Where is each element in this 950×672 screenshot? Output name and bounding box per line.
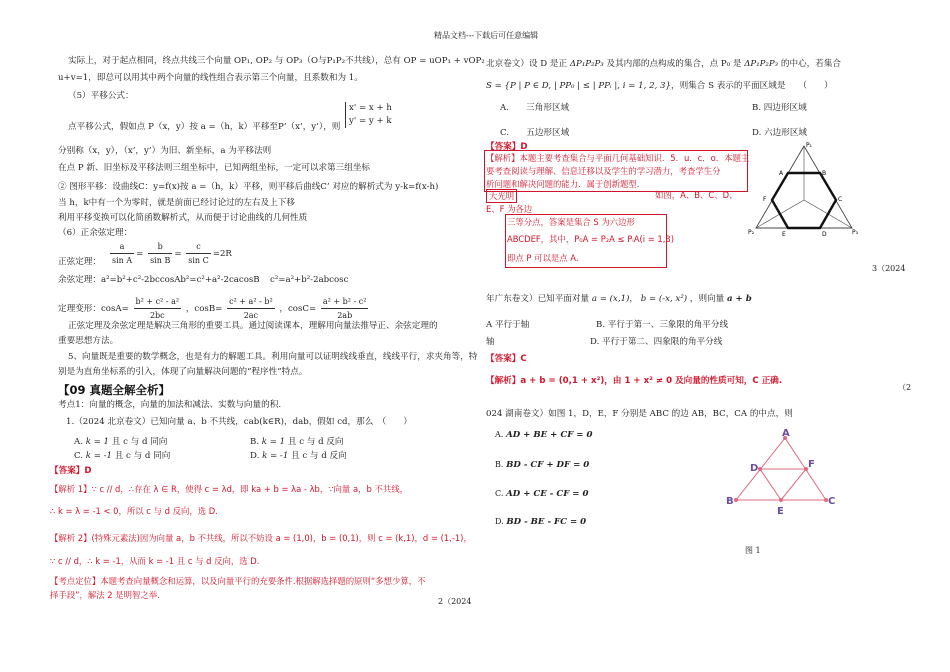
- q4-option-d: D. BD - BE - FC = 0: [495, 517, 587, 527]
- q1-solution-2b: ∵ c // d，∴ k = -1，从而 k = -1 且 c 与 d 反向，选 D.: [50, 556, 260, 566]
- q2-solution: 【解析】本题主要考查集合与平面几何基础知识．5．u．c．o．本题主: [486, 153, 750, 163]
- label-E: E: [777, 506, 784, 517]
- label-D: D: [750, 463, 759, 474]
- q4-option-b: B. BD - CF + DF = 0: [495, 460, 590, 470]
- translation-eq-x: x' = x + h: [349, 103, 392, 113]
- q1-answer: 【答案】D: [50, 466, 92, 476]
- q2-option-c: C. 五边形区域: [500, 128, 570, 138]
- q2-solution-e: 如图，A、B、C、D、: [655, 190, 738, 200]
- para-collinear: 实际上，对于起点相同，终点共线三个向量 OP₁, OP₂ 与 OP₃（O与P₁P₂不共线），总有 OP = uOP₁ + vOP₂: [68, 56, 485, 66]
- translation-system: [345, 102, 392, 128]
- sine-law-formula: $\frac{a}{\text{sin A}}$ = $\frac{b}{\text{sin B}}$ = $\frac{c}{\text{sin C}}$ =2R: [112, 242, 232, 265]
- question-2: 北京卷文）设 D 是正 ΔP₁P₂P₃ 及其内部的点构成的集合，点 P₀ 是 ΔP₁P₂P₃ 的中心，若集合: [486, 59, 842, 69]
- q1-solution-2: 【解析 2】(特殊元素法)因为向量 a，b 不共线，所以不妨设 a = (1,0)，b = (0,1)，则 c = (k,1)，d = (1,-1)，: [50, 533, 472, 543]
- q2-solution-c: 析问题和解决问题的能力．属于创新题型．: [486, 179, 646, 189]
- translation-eq-y: y' = y + k: [349, 116, 392, 126]
- label-a: A: [779, 170, 784, 177]
- question-4: 024 湖南卷文）如图 1，D，E，F 分别是 ABC 的边 AB，BC，CA 的中点，则: [486, 409, 793, 419]
- q3-answer: 【答案】C: [486, 354, 527, 364]
- q1-key-point-2: 择手段”，解法 2 是明智之举.: [50, 590, 160, 600]
- para-three-coords: 在点 P 新、旧坐标及平移法则三组坐标中，已知两组坐标，一定可以求第三组坐标: [58, 163, 371, 173]
- figure-caption: 图 1: [745, 546, 761, 555]
- para-collinear-2: u+v=1，即总可以用其中两个向量的线性组合表示第三个向量，且系数和为 1。: [58, 73, 363, 83]
- q2-solution-b: 要考查阅读与理解、信息迁移以及学生的学习潜力，考查学生分: [486, 166, 721, 176]
- q2-solution-d: 大光明: [486, 189, 517, 203]
- question-2-set: S = {P | P ∈ D, | PP₀ | ≤ | PPᵢ |, i = 1, 2, 3}，则集合 S 表示的平面区域是 （ ）: [486, 81, 833, 91]
- label-d: D: [822, 231, 827, 238]
- label-C: C: [828, 496, 836, 507]
- q1-solution-1b: ∴ k = λ = -1 < 0，所以 c 与 d 反向，选 D.: [50, 506, 218, 516]
- sine-law-label: 正弦定理：: [58, 257, 101, 267]
- para-graph-translation: ② 图形平移：设曲线C：y=f(x)按 a =（h，k）平移，则平移后曲线C’ 对应的解析式为 y-k=f(x-h): [58, 182, 439, 192]
- q1-option-b: B. k = 1 且 c 与 d 反向: [250, 437, 344, 447]
- q2-solution-h: ABCDEF，其中，P₀A = P₂A ≤ PᵢA(i = 1,3): [507, 234, 674, 244]
- q2-solution-g: 三等分点，答案是集合 S 为六边形: [507, 217, 635, 227]
- q1-key-point: 【考点定位】本题考查向量概念和运算，以及向量平行的充要条件.根据解选择题的原则“多想少算，不: [50, 576, 426, 586]
- label-b: B: [822, 170, 827, 177]
- annotation-box-2: [505, 214, 667, 268]
- page-footer-left: 2（2024: [438, 597, 472, 606]
- q3-option-b: B. 平行于第一、三象限的角平分线: [596, 320, 729, 330]
- q1-option-c: C. k = -1 且 c 与 d 同向: [74, 451, 171, 461]
- label-e: E: [782, 231, 786, 238]
- para-vector-tool-2: 别是为直角坐标系的引入，体现了向量解决问题的“程序性”特点。: [58, 367, 308, 377]
- para-laws-tool-2: 重要思想方法。: [58, 336, 119, 346]
- para-vector-tool: 5、向量既是重要的数学概念，也是有力的解题工具。利用向量可以证明线线垂直，线线平行，求夹角等，特: [68, 352, 478, 362]
- section-title: 【09 真题全解全析】: [58, 383, 171, 397]
- heading-laws: （6）正余弦定理：: [58, 228, 133, 238]
- q3-number: 3（2024: [872, 264, 906, 273]
- label-f: F: [763, 196, 767, 203]
- para-old-new: 分别称（x，y），（x’，y’）为旧、新坐标，a 为平移法则: [58, 146, 272, 156]
- label-p1: P₁: [806, 142, 813, 149]
- label-p3: P₃: [852, 229, 859, 236]
- q2-solution-f: E、F 为各边: [486, 204, 533, 214]
- q1-solution-1: 【解析 1】∵ c // d，∴存在 λ ∈ R，使得 c = λd，即 ka + b = λa - λb，∵向量 a，b 不共线，: [50, 484, 408, 494]
- q1-option-d: D. k = -1 且 c 与 d 反向: [250, 451, 347, 461]
- q4-option-c: C. AD + CE - CF = 0: [495, 489, 589, 499]
- label-F: F: [808, 459, 815, 470]
- q4-number: （2: [898, 383, 912, 392]
- label-p2: P₂: [748, 229, 755, 236]
- question-1: 1.（2024 北京卷文）已知向量 a、b 不共线，cab(k∈R)，dab，假如 cd，那么 （ ）: [66, 417, 412, 427]
- q3-option-c: 轴: [486, 337, 495, 347]
- heading-translation: （5）平移公式：: [68, 91, 134, 101]
- q2-answer: 【答案】D: [486, 142, 528, 152]
- midpoint-triangle-figure: [722, 430, 834, 516]
- q4-option-a: A. AD + BE + CF = 0: [495, 430, 593, 440]
- annotation-box: [484, 150, 748, 192]
- para-hk-zero: 当 h，k中有一个为零时，就是前面已经讨论过的左右及上下移: [58, 198, 295, 208]
- label-c: C: [838, 196, 843, 203]
- q2-option-a: A. 三角形区域: [500, 103, 570, 113]
- q3-solution: 【解析】a + b = (0,1 + x²)，由 1 + x² ≠ 0 及向量的性质可知，C 正确.: [486, 376, 783, 386]
- knowledge-point: 考点1：向量的概念，向量的加法和减法、实数与向量的积.: [58, 400, 282, 410]
- label-B: B: [726, 496, 734, 507]
- q2-option-d: D. 六边形区域: [752, 128, 808, 138]
- para-point-translation: 点平移公式，假如点 P（x，y）按 a =（h，k）平移至P’（x’，y’），则: [68, 122, 341, 132]
- page-header: 精品文档---下载后可任意编辑: [434, 31, 539, 40]
- para-simplify: 利用平移变换可以化简函数解析式，从而便于讨论曲线的几何性质: [58, 213, 308, 223]
- q1-option-a: A. k = 1 且 c 与 d 同向: [74, 437, 168, 447]
- cosine-law: 余弦定理：a²=b²+c²-2bccosAb²=c²+a²-2cacosB: [58, 275, 260, 285]
- para-laws-tool: 正弦定理及余弦定理是解决三角形的重要工具。通过阅读课本，理解用向量法推导正、余弦定理的: [68, 321, 438, 331]
- cosine-variant: 定理变形：cosA= $\frac{\text{b² + c² - a²}}{2bc}$ ，cosB= $\frac{\text{c² + a² - b²}}{2ac}$ ，cosC= $\frac{\text{a² + b² - c²}}{2ab}$: [58, 297, 367, 320]
- q3-option-a: A 平行于轴: [486, 320, 530, 330]
- q2-solution-i: 即点 P 可以是点 A.: [507, 253, 579, 263]
- question-3: 年广东卷文）已知平面对量 a = (x,1)， b = (-x, x²) ，则向量 a + b: [486, 294, 752, 304]
- label-A: A: [782, 428, 790, 439]
- cosine-law-c: c²=a²+b²-2abcosc: [270, 275, 349, 285]
- hexagon-figure: [748, 138, 860, 238]
- q2-option-b: B. 四边形区域: [752, 103, 807, 113]
- q3-option-d: D. 平行于第二、四象限的角平分线: [590, 337, 723, 347]
